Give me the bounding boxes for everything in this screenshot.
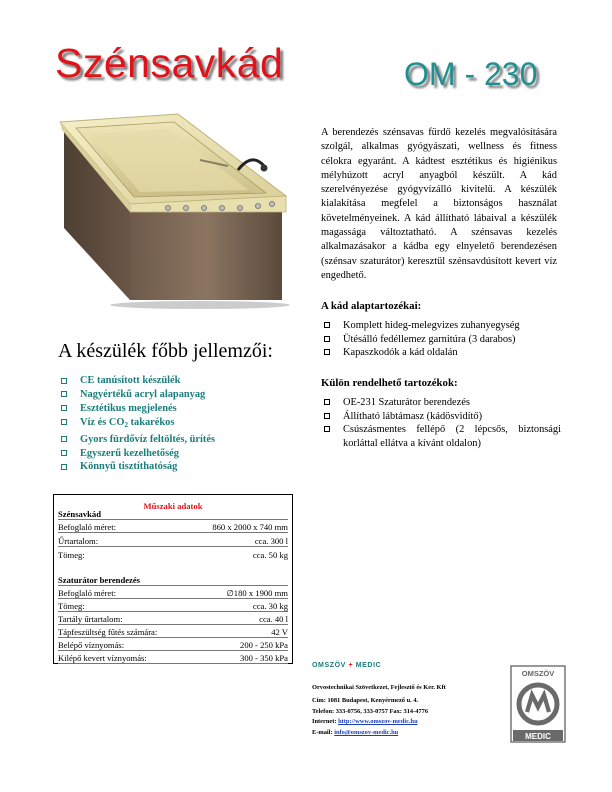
omszov-medic-logo: [510, 665, 566, 743]
features-title: A készülék főbb jellemzői:: [58, 340, 273, 362]
square-bullet-icon: [324, 413, 330, 419]
technical-data-heading: Műszaki adatok: [143, 501, 203, 511]
table-row: Tömeg: cca. 30 kg: [58, 601, 288, 611]
company-address: Cím: 1081 Budapest, Kenyérmező u. 4.: [312, 697, 419, 704]
table-row: Kilépő kevert víznyomás: 300 - 350 kPa: [58, 653, 288, 663]
technical-data-table: [53, 494, 293, 664]
square-bullet-icon: [61, 419, 67, 425]
optional-accessories-list: [321, 396, 561, 450]
website-link[interactable]: http://www.omszov-medic.hu: [338, 718, 418, 725]
base-accessories-heading: A kád alaptartozékai:: [321, 300, 422, 312]
logo-bottom-text: MEDIC: [525, 732, 551, 741]
table-row: Tömeg: cca. 50 kg: [58, 550, 288, 560]
optional-accessories-heading: Külön rendelhető tartozékok:: [321, 377, 458, 389]
table-row: Űrtartalom: cca. 300 l: [58, 536, 288, 546]
feature-item: CE tanúsított készülék: [58, 374, 308, 388]
email-link[interactable]: info@omszov-medic.hu: [334, 729, 399, 736]
company-footer: [312, 662, 564, 742]
square-bullet-icon: [61, 391, 67, 397]
list-item: OE-231 Szaturátor berendezés: [321, 396, 561, 410]
base-accessories-list: [321, 319, 561, 360]
bathtub-image: [50, 100, 290, 310]
company-internet: Internet: http://www.omszov-medic.hu: [312, 718, 418, 725]
feature-item: Víz és CO2 takarékos: [58, 416, 308, 433]
square-bullet-icon: [61, 464, 67, 470]
square-bullet-icon: [324, 322, 330, 328]
square-bullet-icon: [61, 450, 67, 456]
square-bullet-icon: [61, 405, 67, 411]
list-item: Csúszásmentes fellépő (2 lépcsős, biztonsági korláttal ellátva a kívánt oldalon): [321, 423, 561, 450]
brand-line: OMSZÖV + MEDIC: [312, 662, 382, 669]
table-row: Tartály űrtartalom: cca. 40 l: [58, 614, 288, 624]
section-header: Szaturátor berendezés: [58, 575, 288, 586]
list-item: Állítható lábtámasz (kádösvidítő): [321, 410, 561, 424]
page-title: Szénsavkád: [55, 40, 284, 86]
feature-item: Könnyű tisztíthatóság: [58, 460, 308, 474]
table-row: Tápfeszültség fűtés számára: 42 V: [58, 627, 288, 637]
list-item: Komplett hideg-melegvizes zuhanyegység: [321, 319, 561, 333]
feature-item: Nagyértékű acryl alapanyag: [58, 388, 308, 402]
table-row: Belépő víznyomás: 200 - 250 kPa: [58, 640, 288, 650]
square-bullet-icon: [61, 436, 67, 442]
logo-top-text: OMSZÖV: [521, 669, 555, 678]
list-item: Kapaszkodók a kád oldalán: [321, 346, 561, 360]
square-bullet-icon: [324, 399, 330, 405]
feature-item: Egyszerű kezelhetőség: [58, 447, 308, 461]
model-number: OM - 230: [404, 56, 538, 92]
features-list: [58, 374, 308, 474]
section-header: Szénsavkád: [58, 509, 288, 520]
table-row: Befoglaló méret: ∅180 x 1900 mm: [58, 588, 288, 598]
company-phone: Telefon: 333-0756, 333-0757 Fax: 314-4776: [312, 708, 429, 715]
square-bullet-icon: [324, 426, 330, 432]
square-bullet-icon: [324, 336, 330, 342]
list-item: Ütésálló fedéllemez garnitúra (3 darabos): [321, 333, 561, 347]
company-name: Orvostechnikai Szövetkezet, Fejlesztő és Ker. Kft: [312, 684, 446, 691]
product-description: A berendezés szénsavas fürdő kezelés megvalósítására szolgál, alkalmas gyógyászati, wellness és fitness célokra egyaránt. A kádtest esztétikus és higiénikus mélyhúzott acryl anyagból készült. A kád szerelvényezése gyógyvízálló kivitelű. A készülék kialakítása megfelel a biztonságos használat követelményeinek. A kád állítható lábaival a készülék magassága változtatható. A szénsavas kezelés alkalmazásakor a kádba egy elnyelető berendezésen (szénsav szaturátor) keresztül szénsavdúsított kevert víz engedhető.: [321, 127, 557, 281]
feature-item: Esztétikus megjelenés: [58, 402, 308, 416]
square-bullet-icon: [324, 349, 330, 355]
table-row: Befoglaló méret: 860 x 2000 x 740 mm: [58, 522, 288, 532]
company-email: E-mail: info@omszov-medic.hu: [312, 729, 399, 736]
feature-item: Gyors fürdővíz feltöltés, ürítés: [58, 433, 308, 447]
square-bullet-icon: [61, 378, 67, 384]
